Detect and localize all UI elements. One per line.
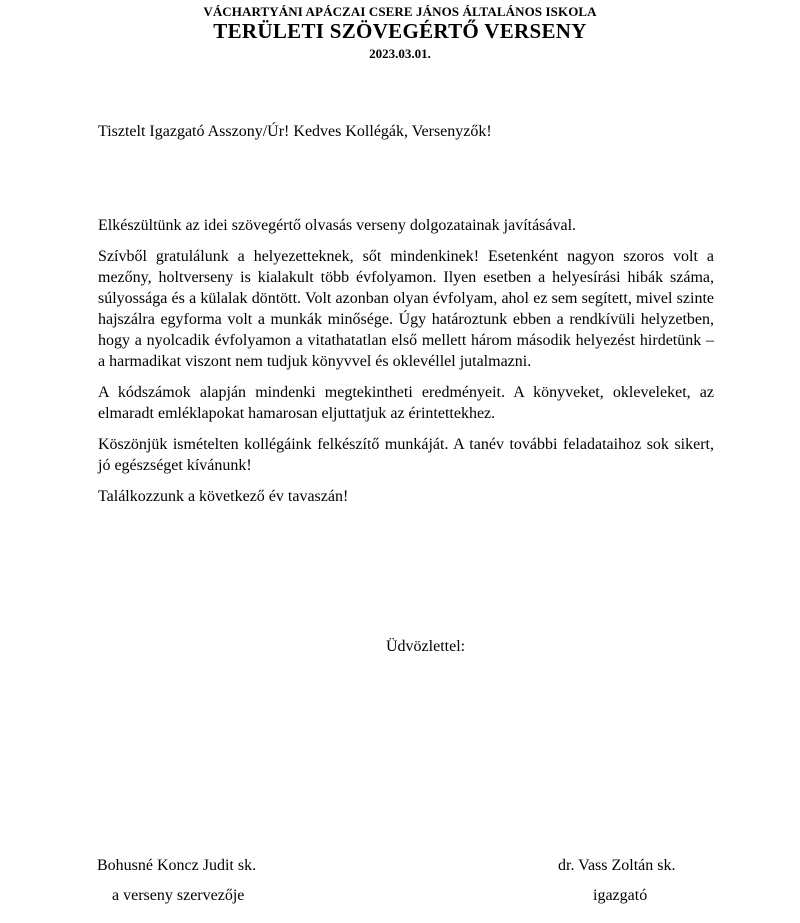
document-title: TERÜLETI SZÖVEGÉRTŐ VERSENY	[213, 19, 587, 43]
paragraph: Köszönjük ismételten kollégáink felkészítő munkáját. A tanév további feladataihoz sok sikert, jó egészséget kívánunk!	[98, 436, 714, 474]
signature-left-name: Bohusné Koncz Judit sk.	[97, 857, 257, 874]
paragraph: Találkozzunk a következő év tavaszán!	[98, 488, 349, 505]
letter-body	[98, 215, 714, 517]
salutation: Tisztelt Igazgató Asszony/Úr! Kedves Kollégák, Versenyzők!	[98, 123, 492, 140]
signature-right-role: igazgató	[593, 887, 648, 904]
paragraph: A kódszámok alapján mindenki megtekintheti eredményeit. A könyveket, okleveleket, az elmaradt emléklapokat hamarosan eljuttatjuk az érintettekhez.	[98, 384, 714, 422]
school-name: VÁCHARTYÁNI APÁCZAI CSERE JÁNOS ÁLTALÁNOS ISKOLA	[203, 4, 597, 19]
paragraph: Szívből gratulálunk a helyezetteknek, sőt mindenkinek! Esetenként nagyon szoros volt a mezőny, holtverseny is kialakult több évfolyamon. Ilyen esetben a helyesírási hibák száma, súlyossága és a külalak döntött. Volt azonban olyan évfolyam, ahol ez sem segített, mivel szinte hajszálra egyforma volt a munkák minősége. Úgy határoztunk ebben a rendkívüli helyzetben, hogy a nyolcadik évfolyamon a vitathatatlan első mellett három második helyezést hirdetünk – a harmadikat viszont nem tudjuk könyvvel és oklevéllel jutalmazni.	[98, 248, 714, 370]
signature-left-role: a verseny szervezője	[112, 887, 245, 904]
paragraph: Elkészültünk az idei szövegértő olvasás verseny dolgozatainak javításával.	[98, 217, 577, 234]
closing-greeting: Üdvözlettel:	[386, 638, 466, 655]
signature-right-name: dr. Vass Zoltán sk.	[558, 857, 676, 874]
document-date: 2023.03.01.	[369, 46, 431, 61]
